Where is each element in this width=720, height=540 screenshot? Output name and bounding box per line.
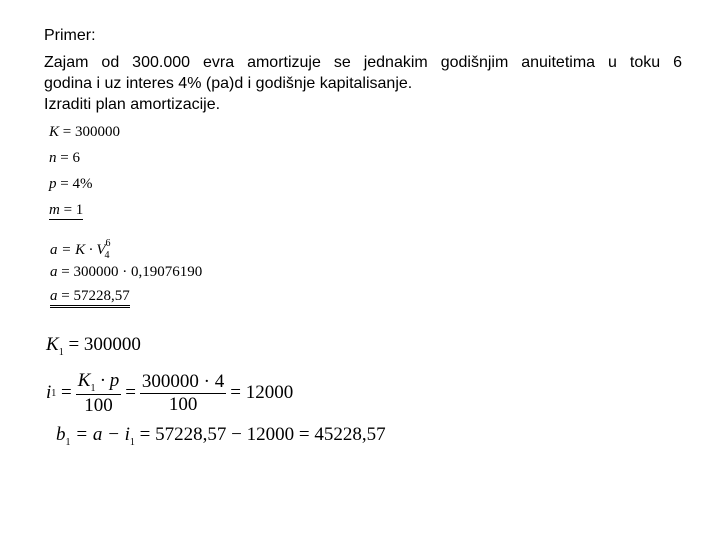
annuity-substitution: a = 300000 · 0,19076190: [50, 264, 203, 280]
interest-i1: i 1 = $\frac{K_1 \cdot p}{100}$ = $\frac{300000 \cdot 4}{100}$ = 12000: [46, 370, 294, 416]
annuity-formula: $a = K \cdot V^6_4$: [50, 238, 111, 261]
K1-value: $K_1 = 300000$: [46, 334, 141, 358]
example-heading: Primer:: [44, 27, 96, 44]
problem-line-2: godina i uz interes 4% (pa)d i godišnje kapitalisanje.: [44, 75, 413, 92]
problem-line-3: Izraditi plan amortizacije.: [44, 96, 221, 113]
problem-line-1: Zajam od 300.000 evra amortizuje se jednakim godišnjim anuitetima u toku 6: [44, 54, 682, 71]
given-p: p = 4%: [49, 176, 93, 192]
given-m: m = 1: [49, 202, 84, 218]
given-n: n = 6: [49, 150, 80, 166]
given-K: K = 300000: [49, 124, 120, 140]
annuity-result: a = 57228,57: [50, 288, 130, 305]
repayment-b1: $b_1 = a - i_1 = 57228,57 - 12000 = 45228,57$: [56, 424, 386, 448]
